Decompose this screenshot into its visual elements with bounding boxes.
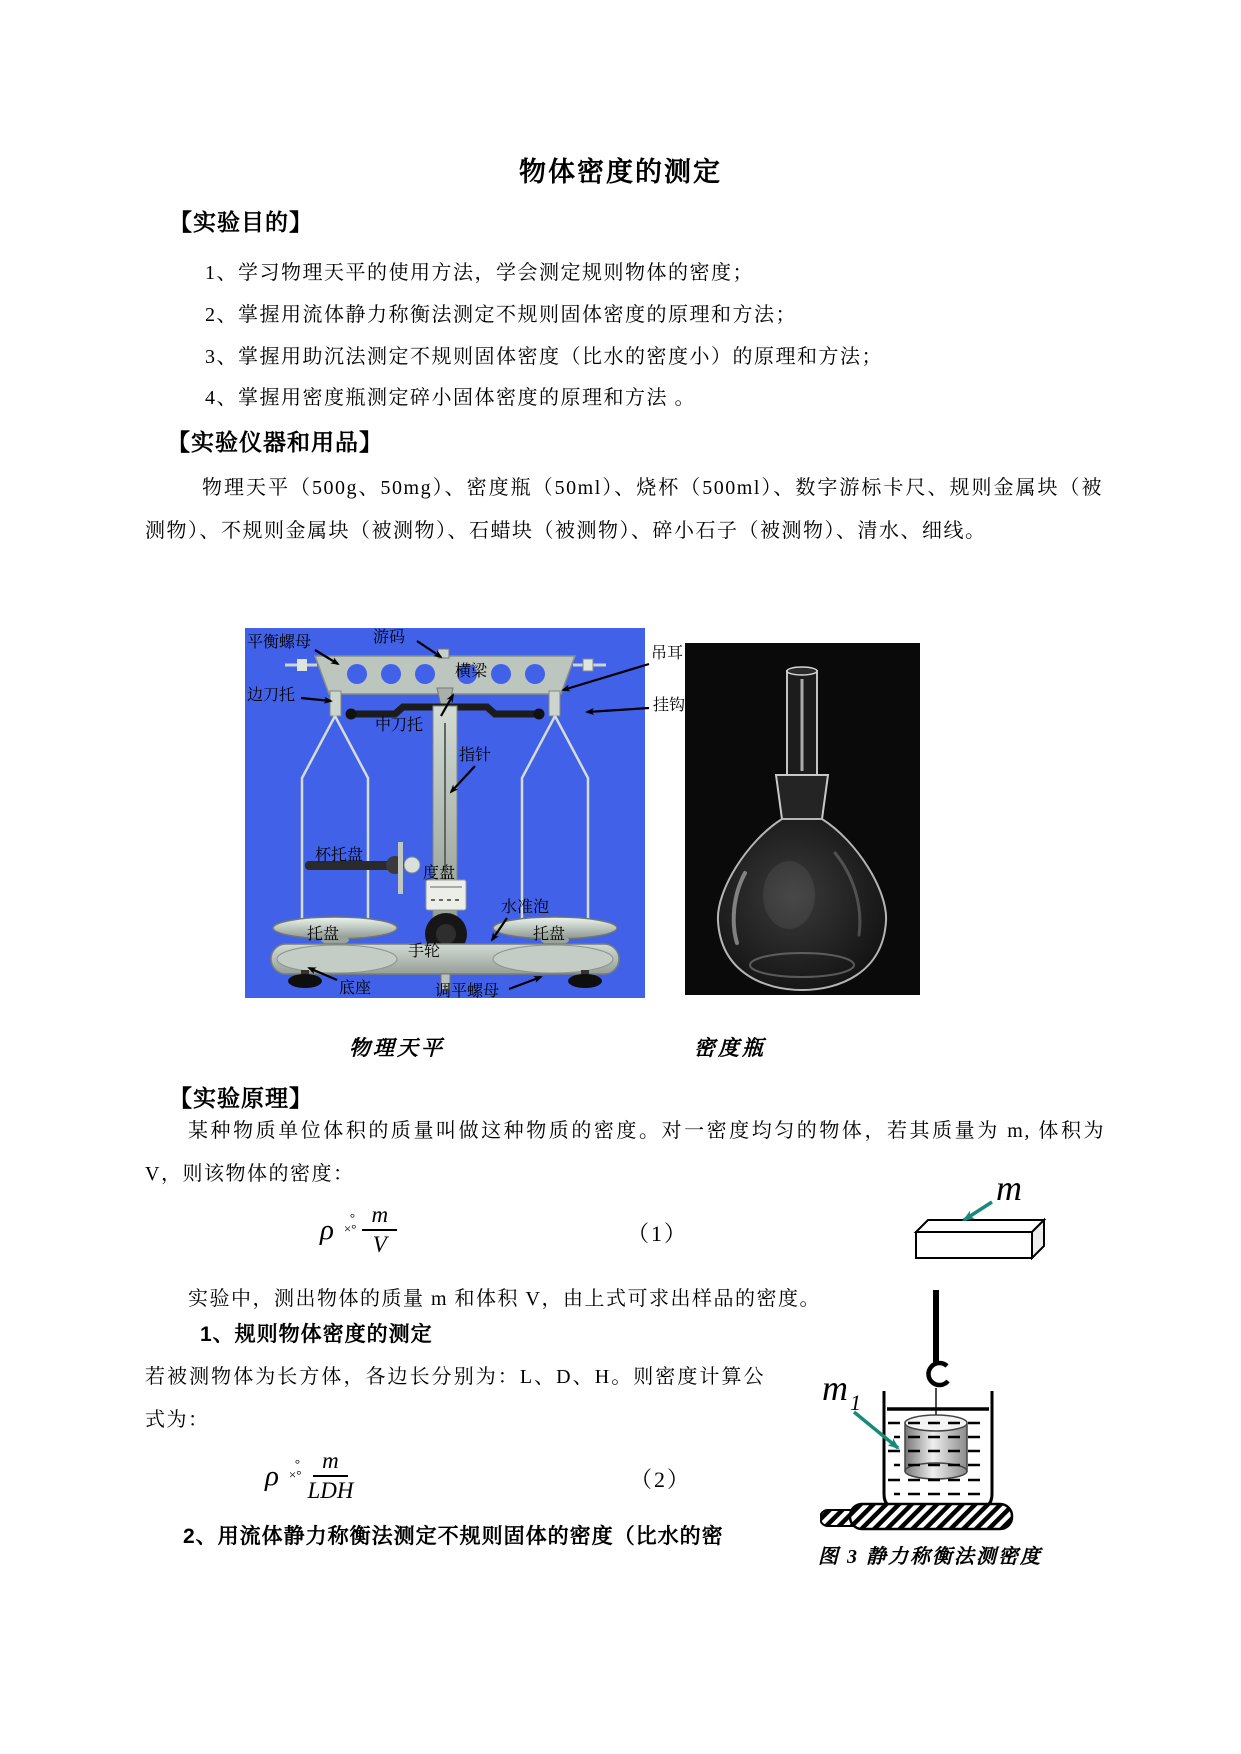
formula-1-corrupt-equals: ° ×° (343, 1210, 357, 1236)
balance-figure (245, 628, 715, 1000)
principle-subheading-2: 2、用流体静力称衡法测定不规则固体的密度（比水的密 (183, 1525, 724, 1548)
figure-3-caption: 图 3 静力称衡法测密度 (818, 1546, 1042, 1568)
purpose-item-2: 2、掌握用流体静力称衡法测定不规则固体密度的原理和方法； (205, 304, 797, 326)
formula-2-corrupt-equals: ° ×° (288, 1456, 302, 1482)
balance-part-label: 指针 (459, 747, 492, 764)
formula-2-fraction: $\frac{m}{\text{LDH}}$ (307, 1448, 354, 1503)
balance-part-label: 水准泡 (501, 899, 550, 916)
balance-caption: 物理天平 (349, 1036, 445, 1060)
balance-part-label: 挂钩 (653, 697, 686, 714)
balance-part-label: 横梁 (455, 663, 488, 680)
principle-paragraph-2: 实验中，测出物体的质量 m 和体积 V，由上式可求出样品的密度。 (188, 1288, 821, 1310)
formula-1-rho: ρ (320, 1213, 334, 1246)
balance-part-label: 托盘 (533, 926, 566, 943)
purpose-item-1: 1、学习物理天平的使用方法，学会测定规则物体的密度； (205, 262, 754, 284)
balance-part-label: 手轮 (408, 943, 441, 960)
section-heading-purpose: 【实验目的】 (169, 209, 313, 235)
balance-part-label: 边刀托 (247, 687, 296, 704)
mass-block (916, 1220, 1044, 1258)
balance-diagram (245, 628, 715, 1000)
arrow-to-block (964, 1202, 992, 1220)
density-bottle-photo (685, 643, 920, 995)
section-heading-equipment: 【实验仪器和用品】 (167, 429, 383, 455)
label-m1: m (822, 1368, 848, 1408)
balance-part-label: 托盘 (307, 926, 340, 943)
label-m: m (996, 1168, 1022, 1208)
balance-part-label: 游码 (373, 629, 406, 646)
bottle-caption: 密度瓶 (694, 1036, 766, 1060)
formula-2-number: （2） (630, 1467, 692, 1492)
ground-hatch (820, 1504, 1012, 1529)
balance-part-label: 平衡螺母 (247, 634, 312, 651)
formula-1 (320, 1202, 397, 1258)
balance-part-label: 吊耳 (651, 645, 684, 662)
formula-2-rho: ρ (265, 1459, 279, 1492)
balance-part-label: 底座 (339, 980, 372, 997)
balance-part-label: 杯托盘 (315, 847, 364, 864)
formula-1-fraction: $\frac{m}{V}$ (362, 1202, 397, 1258)
formula-2 (265, 1448, 353, 1504)
density-bottle-figure (685, 643, 920, 995)
equipment-paragraph: 物理天平（500g、50mg）、密度瓶（50ml）、烧杯（500ml）、数字游标卡尺、规则金属块（被测物）、不规则金属块（被测物）、石蜡块（被测物）、碎小石子（被测物）、清水、细线。 (145, 477, 1103, 542)
balance-part-label: 调平螺母 (435, 983, 500, 1000)
hook (928, 1363, 948, 1385)
arrow-to-cylinder (854, 1412, 898, 1448)
formula-1-number: （1） (627, 1221, 689, 1246)
section-heading-principle: 【实验原理】 (169, 1085, 313, 1111)
figure-3 (820, 1160, 1150, 1570)
principle-paragraph-1: 某种物质单位体积的质量叫做这种物质的密度。对一密度均匀的物体，若其质量为 m, 体积为 V，则该物体的密度： (145, 1120, 1105, 1185)
balance-part-label: 中刀托 (375, 717, 424, 734)
submerged-cylinder (905, 1415, 967, 1479)
balance-part-label: 度盘 (423, 865, 456, 882)
label-m1-subscript: 1 (850, 1390, 861, 1415)
purpose-item-3: 3、掌握用助沉法测定不规则固体密度（比水的密度小）的原理和方法； (205, 346, 883, 368)
principle-subheading-1: 1、规则物体密度的测定 (200, 1323, 433, 1346)
purpose-item-4: 4、掌握用密度瓶测定碎小固体密度的原理和方法 。 (205, 387, 696, 409)
page-title: 物体密度的测定 (519, 157, 722, 187)
principle-paragraph-3: 若被测物体为长方体，各边长分别为：L、D、H。则密度计算公式为： (145, 1366, 765, 1431)
hydrostatic-weighing-diagram (820, 1160, 1150, 1570)
